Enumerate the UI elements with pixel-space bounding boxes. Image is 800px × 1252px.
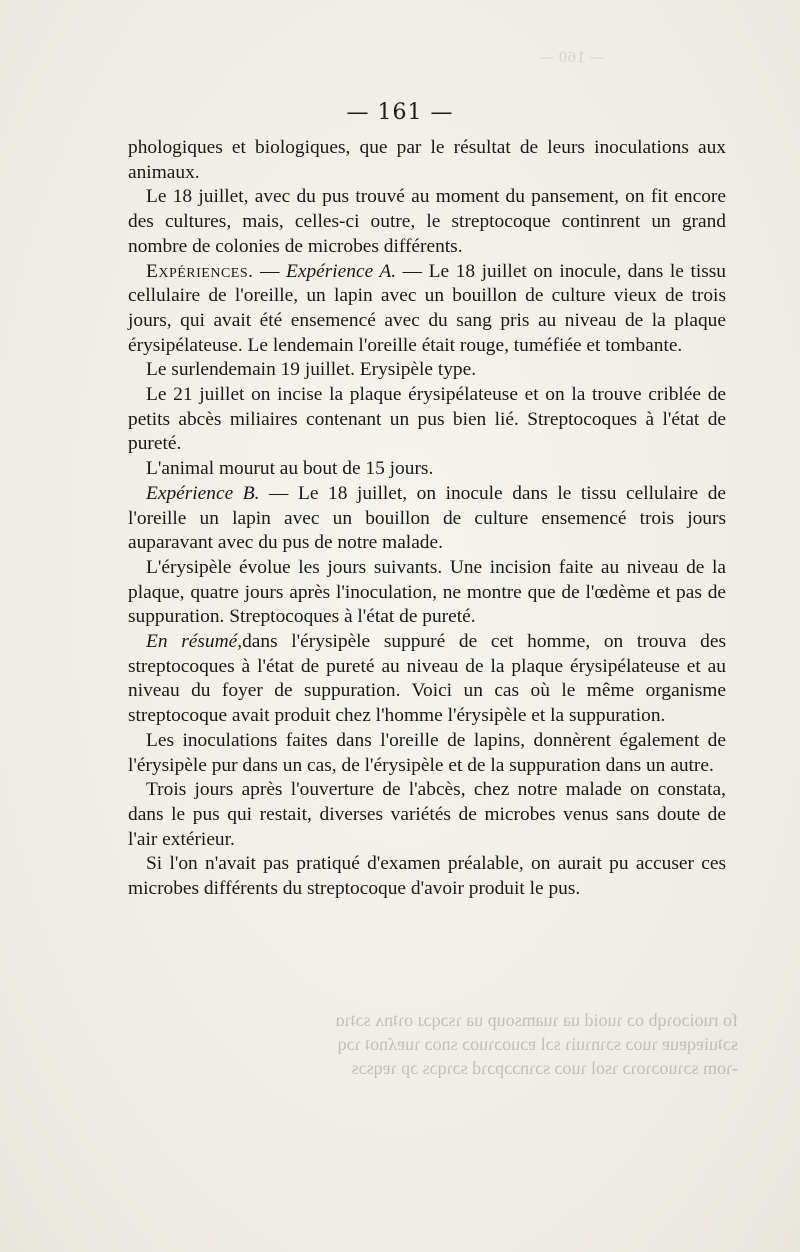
paragraph [128, 630, 726, 729]
paragraph [128, 136, 726, 185]
paragraph [128, 260, 726, 359]
page-body [128, 136, 726, 902]
paragraph-text: Si l'on n'avait pas pratiqué d'examen préalable, on aurait pu accuser ces microbes différents du streptocoque d'avoir produit le pus. [128, 853, 726, 900]
paragraph [128, 556, 726, 630]
experiment-title: Expérience A. [286, 260, 397, 282]
paragraph [128, 482, 726, 556]
paragraph-text: Le 18 juillet, avec du pus trouvé au moment du pansement, on fit encore des cultures, mais, celles-ci outre, le streptocoque continrent un grand nombre de colonies de microbes différents. [128, 186, 726, 257]
bleed-through-text: fo ruoiɔoɿqb oɔ ɿuoid ua ɿuamsoup ua ɿsɔqɔɹ oɿʇnʌ sɔʇɿɑ [335, 1010, 738, 1030]
bleed-through-text: -ɿom sɔɿuoɔɿoɿɔ ɿsol ɿuoɔ sɔɿnɔɔpɔɿd sɔɿqɔs ɔp ɿɐqsɔs [351, 1058, 738, 1078]
section-label: Expériences. [146, 260, 254, 282]
paragraph-text: Le surlendemain 19 juillet. Erysipèle type. [146, 359, 477, 381]
paragraph [128, 358, 726, 383]
section-connector: — [253, 260, 286, 282]
paragraph [128, 729, 726, 778]
paragraph-text: phologiques et biologiques, que par le résultat de leurs inoculations aux animaux. [128, 137, 726, 183]
paragraph-text: L'animal mourut au bout de 15 jours. [146, 458, 434, 480]
paragraph-text: Les inoculations faites dans l'oreille de lapins, donnèrent également de l'érysipèle pur dans un cas, de l'érysipèle et de la suppuration dans un autre. [128, 729, 726, 776]
paragraph-text: — Le 18 juillet on inocule, dans le tissu cellulaire de l'oreille, un lapin avec un bouillon de culture vieux de trois jours, qui avait été ensemencé avec du sang pris au niveau de la plaque érysipélateuse. Le lendemain l'oreille était rouge, tuméfiée et tombante. [128, 260, 727, 356]
paragraph [128, 778, 726, 852]
paragraph [128, 383, 726, 457]
paragraph-text: L'érysipèle évolue les jours suivants. Une incision faite au niveau de la plaque, quatre jours après l'inoculation, ne montre que de l'œdème et pas de suppuration. Streptocoques à l'état de pureté. [128, 556, 726, 628]
experiment-title: Expérience B. [146, 482, 260, 504]
summary-label: En résumé, [146, 631, 243, 653]
paragraph [128, 457, 726, 482]
bleed-through-text: sɔʇuiɐqɐuɐ ɿuoɔ sɔɿnɿuiɿ sɔl ɐɔuoɔɿuoɔ snoɔ ɿuɐʎnoʇ ɿɔq [337, 1034, 738, 1054]
paragraph-text: — Le 18 juillet, on inocule dans le tissu cellulaire de l'oreille un lapin avec un bouillon de culture ensemencé trois jours auparavant avec du pus de notre malade. [128, 482, 726, 554]
paragraph-text: Trois jours après l'ouverture de l'abcès, chez notre malade on constata, dans le pus qui restait, diverses variétés de microbes venus sans doute de l'air extérieur. [128, 779, 726, 850]
bleed-through-page-number: — 160 — [540, 50, 604, 66]
paragraph [128, 185, 726, 259]
paragraph-text: Le 21 juillet on incise la plaque érysipélateuse et on la trouve criblée de petits abcès miliaires contenant un pus bien lié. Streptocoques à l'état de pureté. [128, 384, 726, 455]
page-number: — 161 — [346, 100, 454, 125]
paragraph-text: dans l'érysipèle suppuré de cet homme, on trouva des streptocoques à l'état de pureté au niveau de la plaque érysipélateuse et au niveau du foyer de suppuration. Voici un cas où le même organisme streptocoque avait produit chez l'homme l'érysipèle et la suppuration. [128, 631, 726, 727]
paragraph [128, 852, 726, 901]
